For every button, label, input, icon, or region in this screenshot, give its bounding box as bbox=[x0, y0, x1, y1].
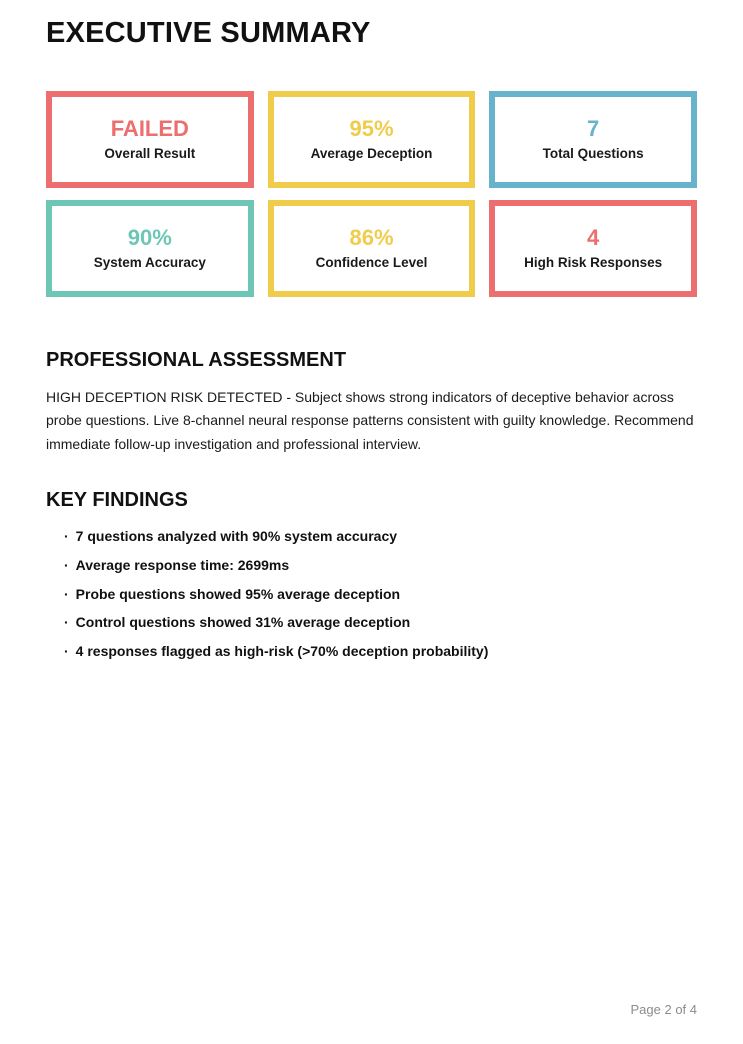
page-title: EXECUTIVE SUMMARY bbox=[46, 17, 371, 49]
stat-label: System Accuracy bbox=[93, 255, 206, 271]
bullet-icon: · bbox=[64, 528, 69, 545]
stat-label: Average Deception bbox=[310, 146, 433, 162]
stat-value: 86% bbox=[349, 225, 394, 251]
bullet-icon: · bbox=[64, 643, 69, 660]
page-number: Page 2 of 4 bbox=[630, 1002, 697, 1017]
section-professional-assessment bbox=[46, 349, 697, 456]
finding-item bbox=[64, 586, 697, 603]
section-key-findings bbox=[46, 489, 697, 660]
stat-label: High Risk Responses bbox=[524, 255, 663, 271]
assessment-body-text: HIGH DECEPTION RISK DETECTED - Subject shows strong indicators of deceptive behavior across probe questions. Live 8-channel neural response patterns consistent with guilty knowledge. Recommend immediate follow-up investigation and professional interview. bbox=[46, 388, 694, 452]
stat-card-overall-result bbox=[46, 91, 254, 188]
stat-value: 7 bbox=[587, 116, 600, 142]
stat-card-average-deception bbox=[268, 91, 476, 188]
stat-card-total-questions bbox=[489, 91, 697, 188]
stat-value: 4 bbox=[587, 225, 600, 251]
stat-value: 95% bbox=[349, 116, 394, 142]
summary-cards-grid bbox=[46, 91, 697, 297]
stat-card-system-accuracy bbox=[46, 200, 254, 297]
finding-item bbox=[64, 614, 697, 631]
stat-label: Confidence Level bbox=[315, 255, 428, 271]
finding-text: Probe questions showed 95% average deception bbox=[75, 585, 401, 602]
assessment-heading: PROFESSIONAL ASSESSMENT bbox=[46, 348, 347, 371]
finding-text: 4 responses flagged as high-risk (>70% deception probability) bbox=[75, 643, 489, 660]
bullet-icon: · bbox=[64, 585, 69, 602]
stat-card-high-risk-responses bbox=[489, 200, 697, 297]
findings-heading: KEY FINDINGS bbox=[46, 489, 188, 512]
finding-text: 7 questions analyzed with 90% system accuracy bbox=[75, 528, 398, 545]
stat-value: 90% bbox=[127, 225, 172, 251]
stat-label: Overall Result bbox=[104, 146, 196, 162]
bullet-icon: · bbox=[64, 614, 69, 631]
finding-text: Average response time: 2699ms bbox=[75, 556, 290, 573]
findings-list bbox=[46, 528, 697, 660]
finding-text: Control questions showed 31% average deception bbox=[75, 614, 411, 631]
stat-card-confidence-level bbox=[268, 200, 476, 297]
stat-value: FAILED bbox=[110, 116, 189, 142]
finding-item bbox=[64, 528, 697, 545]
bullet-icon: · bbox=[64, 556, 69, 573]
finding-item bbox=[64, 557, 697, 574]
finding-item bbox=[64, 643, 697, 660]
stat-label: Total Questions bbox=[542, 146, 644, 162]
